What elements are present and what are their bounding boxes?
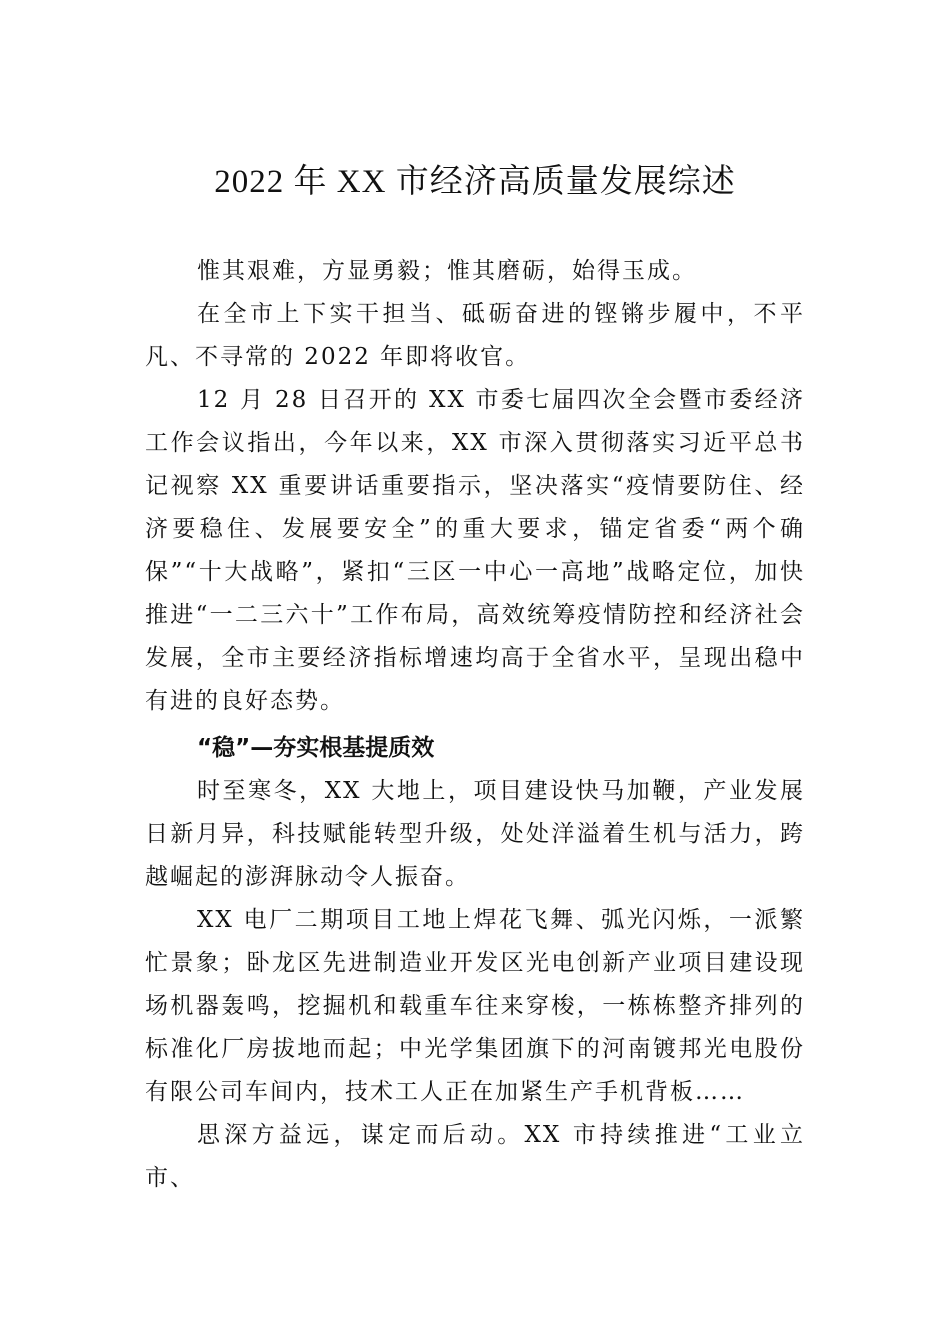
- document-title: 2022 年 XX 市经济高质量发展综述: [214, 164, 736, 200]
- paragraph-opening-quote: 惟其艰难，方显勇毅；惟其磨砺，始得玉成。: [197, 258, 697, 284]
- document-body: [145, 250, 805, 1200]
- paragraph-year-end: 在全市上下实干担当、砥砺奋进的铿锵步履中，不平凡、不寻常的 2022 年即将收官。: [145, 301, 805, 370]
- paragraph-project-sites: XX 电厂二期项目工地上焊花飞舞、弧光闪烁，一派繁忙景象；卧龙区先进制造业开发区光电创新产业项目建设现场机器轰鸣，挖掘机和载重车往来穿梭，一栋栋整齐排列的标准化厂房拔地而起；中光学集团旗下的河南镀邦光电股份有限公司车间内，技术工人正在加紧生产手机背板……: [145, 907, 805, 1105]
- paragraph-strategy: 思深方益远，谋定而后动。XX 市持续推进“工业立市、: [145, 1122, 805, 1191]
- section-heading-stability: “稳”—夯实根基提质效: [197, 735, 435, 761]
- paragraph-plenary-meeting: 12 月 28 日召开的 XX 市委七届四次全会暨市委经济工作会议指出，今年以来，XX 市深入贯彻落实习近平总书记视察 XX 重要讲话重要指示，坚决落实“疫情要防住、经济要稳住、发展要安全”的重大要求，锚定省委“两个确保”“十大战略”，紧扣“三区一中心一高地”战略定位，加快推进“一二三六十”工作布局，高效统筹疫情防控和经济社会发展，全市主要经济指标增速均高于全省水平，呈现出稳中有进的良好态势。: [145, 387, 805, 714]
- paragraph-winter-scene: 时至寒冬，XX 大地上，项目建设快马加鞭，产业发展日新月异，科技赋能转型升级，处处洋溢着生机与活力，跨越崛起的澎湃脉动令人振奋。: [145, 778, 805, 890]
